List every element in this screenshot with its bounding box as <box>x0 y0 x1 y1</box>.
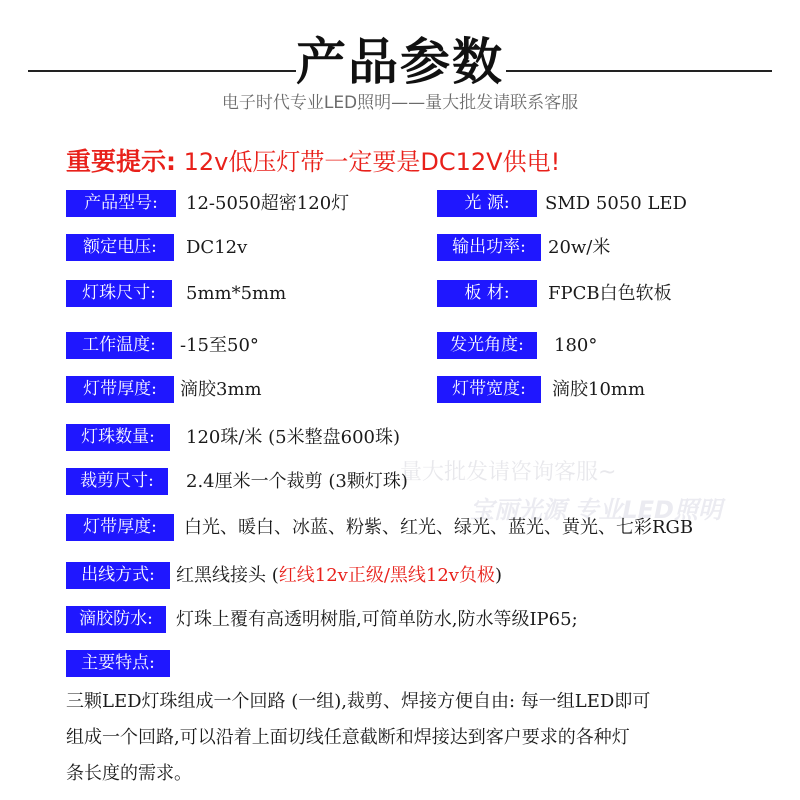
spec-value-cut-size: 2.4厘米一个裁剪 (3颗灯珠) <box>186 471 408 492</box>
page-title: 产品参数 <box>296 33 504 91</box>
spec-value-voltage: DC12v <box>186 237 248 258</box>
features-line-1: 三颗LED灯珠组成一个回路 (一组),裁剪、焊接方便自由: 每一组LED即可 <box>66 691 651 712</box>
spec-label-light-color: 灯带厚度: <box>66 514 174 541</box>
features-line-3: 条长度的需求。 <box>66 763 192 784</box>
notice-prefix: 重要提示: <box>66 147 176 176</box>
wire-value-text: 红黑线接头 ( <box>176 565 279 586</box>
spec-label-bead-size: 灯珠尺寸: <box>66 280 172 307</box>
notice-text: 12v低压灯带一定要是DC12V供电! <box>176 148 561 176</box>
spec-label-cut-size: 裁剪尺寸: <box>66 468 168 495</box>
spec-value-angle: 180° <box>554 335 598 356</box>
spec-value-temperature: -15至50° <box>180 335 259 356</box>
spec-label-source: 光 源: <box>437 190 537 217</box>
spec-label-thickness: 灯带厚度: <box>66 376 174 403</box>
wire-value-close: ) <box>494 565 502 586</box>
page-subtitle: 电子时代专业LED照明——量大批发请联系客服 <box>221 93 579 113</box>
spec-label-temperature: 工作温度: <box>66 332 172 359</box>
spec-label-power: 输出功率: <box>437 234 541 261</box>
features-line-2: 组成一个回路,可以沿着上面切线任意截断和焊接达到客户要求的各种灯 <box>66 727 630 748</box>
spec-label-model: 产品型号: <box>66 190 176 217</box>
spec-value-width: 滴胶10mm <box>552 379 646 400</box>
spec-value-power: 20w/米 <box>548 237 611 258</box>
spec-value-light-color: 白光、暖白、冰蓝、粉紫、红光、绿光、蓝光、黄光、七彩RGB <box>184 517 694 538</box>
spec-value-wire <box>176 562 502 589</box>
wire-value-polarity: 红线12v正级/黑线12v负极 <box>278 565 495 586</box>
features-paragraph <box>66 684 766 792</box>
spec-label-voltage: 额定电压: <box>66 234 174 261</box>
features-label: 主要特点: <box>66 650 170 677</box>
important-notice <box>66 142 560 178</box>
watermark-line-2: 宝丽光源 专业LED照明 <box>470 496 722 524</box>
spec-value-model: 12-5050超密120灯 <box>186 193 350 214</box>
spec-value-thickness: 滴胶3mm <box>180 379 262 400</box>
spec-label-width: 灯带宽度: <box>437 376 541 403</box>
spec-label-board: 板 材: <box>437 280 537 307</box>
spec-value-waterproof: 灯珠上覆有高透明树脂,可简单防水,防水等级IP65; <box>176 609 578 630</box>
spec-value-source: SMD 5050 LED <box>545 193 687 214</box>
spec-label-bead-count: 灯珠数量: <box>66 424 170 451</box>
spec-value-bead-count: 120珠/米 (5米整盘600珠) <box>186 427 400 448</box>
spec-value-bead-size: 5mm*5mm <box>186 283 287 304</box>
spec-label-waterproof: 滴胶防水: <box>66 606 166 633</box>
watermark-line-1: 量大批发请咨询客服~ <box>400 460 617 485</box>
spec-value-board: FPCB白色软板 <box>548 283 672 304</box>
spec-label-wire: 出线方式: <box>66 562 170 589</box>
spec-label-angle: 发光角度: <box>437 332 537 359</box>
